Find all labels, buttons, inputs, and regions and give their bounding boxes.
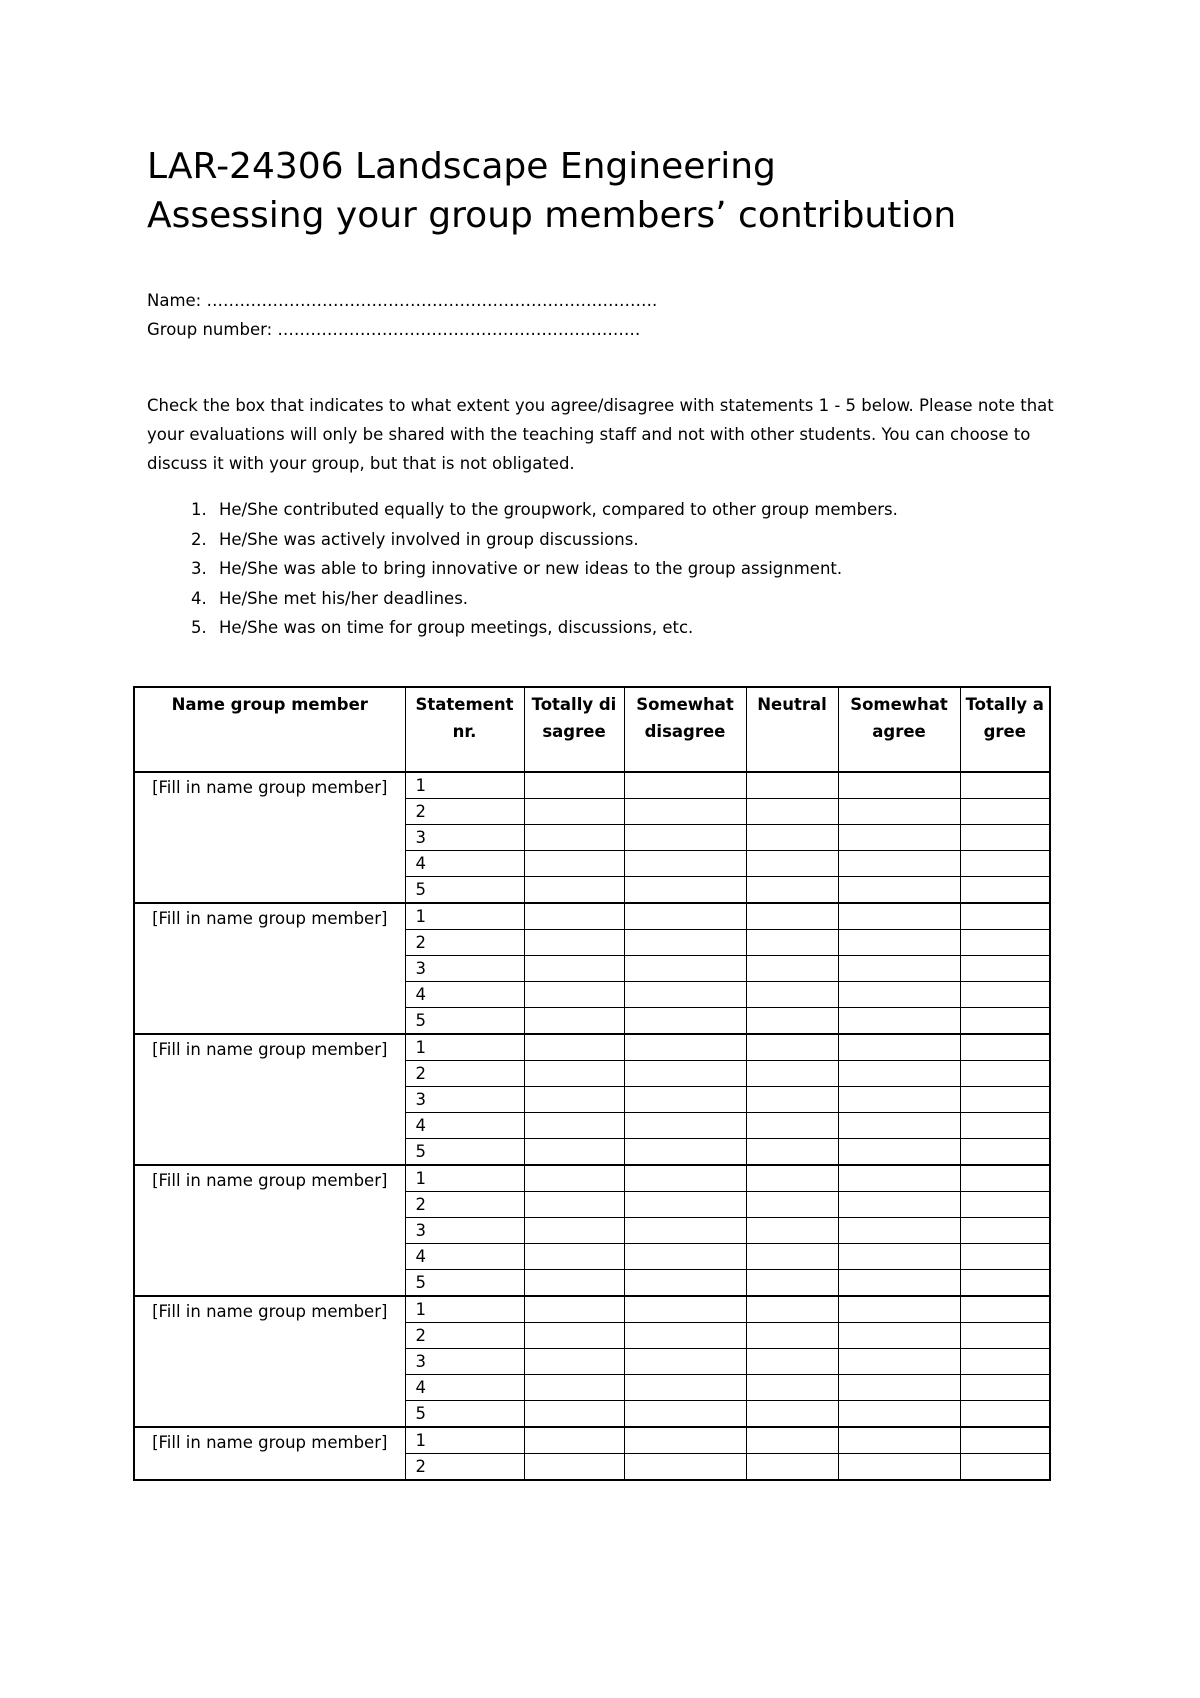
document-title: [147, 142, 956, 240]
statement-nr-cell: 2: [405, 930, 524, 956]
rating-checkbox-cell[interactable]: [746, 982, 838, 1008]
rating-checkbox-cell[interactable]: [746, 1375, 838, 1401]
column-header: Name group member: [134, 687, 405, 772]
rating-checkbox-cell[interactable]: [960, 1218, 1050, 1244]
rating-checkbox-cell[interactable]: [746, 825, 838, 851]
statement-number: 4.: [191, 588, 207, 608]
rating-checkbox-cell[interactable]: [746, 1349, 838, 1375]
rating-checkbox-cell[interactable]: [838, 1113, 960, 1139]
rating-checkbox-cell[interactable]: [524, 1323, 624, 1349]
rating-checkbox-cell[interactable]: [746, 1113, 838, 1139]
statement-nr-cell: 4: [405, 1375, 524, 1401]
rating-checkbox-cell[interactable]: [960, 1244, 1050, 1270]
rating-checkbox-cell[interactable]: [838, 930, 960, 956]
rating-checkbox-cell[interactable]: [838, 1349, 960, 1375]
member-group: [134, 1296, 1050, 1427]
rating-checkbox-cell[interactable]: [960, 1061, 1050, 1087]
rating-checkbox-cell[interactable]: [960, 1296, 1050, 1323]
form-fields: [147, 286, 657, 344]
member-name-cell[interactable]: [Fill in name group member]: [134, 1296, 405, 1427]
table-row: [134, 1034, 1050, 1061]
rating-checkbox-cell[interactable]: [624, 1401, 746, 1428]
rating-checkbox-cell[interactable]: [746, 1218, 838, 1244]
rating-checkbox-cell[interactable]: [524, 1061, 624, 1087]
statement-nr-cell: 1: [405, 903, 524, 930]
rating-checkbox-cell[interactable]: [960, 1192, 1050, 1218]
rating-checkbox-cell[interactable]: [524, 1349, 624, 1375]
rating-checkbox-cell[interactable]: [838, 1401, 960, 1428]
rating-checkbox-cell[interactable]: [524, 851, 624, 877]
member-group: [134, 1427, 1050, 1480]
rating-checkbox-cell[interactable]: [524, 1427, 624, 1454]
rating-checkbox-cell[interactable]: [746, 877, 838, 904]
statement-nr-cell: 5: [405, 1401, 524, 1428]
statement-number: 3.: [191, 559, 207, 578]
title-line-2: Assessing your group members’ contribution: [147, 195, 957, 236]
statement-nr-cell: 3: [405, 1349, 524, 1375]
rating-checkbox-cell[interactable]: [960, 1165, 1050, 1192]
rating-checkbox-cell[interactable]: [746, 851, 838, 877]
rating-checkbox-cell[interactable]: [960, 825, 1050, 851]
rating-checkbox-cell[interactable]: [524, 903, 624, 930]
table-row: [134, 903, 1050, 930]
rating-checkbox-cell[interactable]: [624, 1349, 746, 1375]
rating-checkbox-cell[interactable]: [746, 903, 838, 930]
member-group: [134, 1034, 1050, 1165]
rating-checkbox-cell[interactable]: [746, 1165, 838, 1192]
statement-nr-cell: 4: [405, 851, 524, 877]
statement-nr-cell: 2: [405, 1454, 524, 1481]
rating-checkbox-cell[interactable]: [838, 1008, 960, 1035]
group-number-field[interactable]: Group number: …………………………………………………………: [147, 320, 641, 339]
rating-checkbox-cell[interactable]: [524, 1113, 624, 1139]
member-name-cell[interactable]: [Fill in name group member]: [134, 1034, 405, 1165]
rating-checkbox-cell[interactable]: [524, 1192, 624, 1218]
rating-checkbox-cell[interactable]: [746, 1323, 838, 1349]
rating-checkbox-cell[interactable]: [524, 1139, 624, 1166]
rating-checkbox-cell[interactable]: [624, 825, 746, 851]
statement-nr-cell: 5: [405, 1008, 524, 1035]
rating-checkbox-cell[interactable]: [746, 772, 838, 799]
rating-checkbox-cell[interactable]: [838, 799, 960, 825]
rating-checkbox-cell[interactable]: [624, 1323, 746, 1349]
statement-nr-cell: 4: [405, 1113, 524, 1139]
member-name-cell[interactable]: [Fill in name group member]: [134, 772, 405, 903]
rating-checkbox-cell[interactable]: [838, 956, 960, 982]
rating-checkbox-cell[interactable]: [838, 1454, 960, 1481]
title-line-1: LAR-24306 Landscape Engineering: [147, 146, 776, 187]
rating-checkbox-cell[interactable]: [524, 930, 624, 956]
rating-checkbox-cell[interactable]: [960, 1401, 1050, 1428]
rating-checkbox-cell[interactable]: [746, 1139, 838, 1166]
statement-item: [147, 554, 898, 584]
rating-checkbox-cell[interactable]: [524, 799, 624, 825]
rating-checkbox-cell[interactable]: [624, 1165, 746, 1192]
rating-checkbox-cell[interactable]: [524, 1244, 624, 1270]
rating-checkbox-cell[interactable]: [624, 956, 746, 982]
rating-checkbox-cell[interactable]: [746, 799, 838, 825]
statement-text: He/She contributed equally to the groupwork, compared to other group members.: [219, 500, 898, 519]
member-name-cell[interactable]: [Fill in name group member]: [134, 1427, 405, 1480]
rating-checkbox-cell[interactable]: [624, 1061, 746, 1087]
member-group: [134, 1165, 1050, 1296]
rating-checkbox-cell[interactable]: [960, 903, 1050, 930]
statement-text: He/She was able to bring innovative or new ideas to the group assignment.: [219, 559, 843, 578]
statement-nr-cell: 4: [405, 982, 524, 1008]
column-header: Statement nr.: [405, 687, 524, 772]
statement-nr-cell: 3: [405, 825, 524, 851]
rating-checkbox-cell[interactable]: [960, 1375, 1050, 1401]
statements-list: [147, 495, 898, 643]
statement-nr-cell: 2: [405, 799, 524, 825]
rating-checkbox-cell[interactable]: [746, 1427, 838, 1454]
rating-checkbox-cell[interactable]: [960, 851, 1050, 877]
rating-checkbox-cell[interactable]: [838, 1323, 960, 1349]
rating-checkbox-cell[interactable]: [838, 1427, 960, 1454]
rating-checkbox-cell[interactable]: [624, 1192, 746, 1218]
rating-checkbox-cell[interactable]: [624, 1087, 746, 1113]
statement-number: 1.: [191, 500, 207, 519]
rating-checkbox-cell[interactable]: [838, 1375, 960, 1401]
assessment-table: [133, 686, 1051, 1481]
rating-checkbox-cell[interactable]: [838, 1296, 960, 1323]
rating-checkbox-cell[interactable]: [524, 1218, 624, 1244]
column-header: Totally disagree: [524, 687, 624, 772]
rating-checkbox-cell[interactable]: [524, 1375, 624, 1401]
rating-checkbox-cell[interactable]: [524, 1165, 624, 1192]
rating-checkbox-cell[interactable]: [746, 1061, 838, 1087]
rating-checkbox-cell[interactable]: [524, 1296, 624, 1323]
table-row: [134, 1165, 1050, 1192]
rating-checkbox-cell[interactable]: [960, 1139, 1050, 1166]
rating-checkbox-cell[interactable]: [746, 1034, 838, 1061]
rating-checkbox-cell[interactable]: [838, 1061, 960, 1087]
name-field[interactable]: Name: ……………………………………………………………………….: [147, 291, 658, 310]
statement-number: 5.: [191, 618, 207, 637]
rating-checkbox-cell[interactable]: [746, 1008, 838, 1035]
rating-checkbox-cell[interactable]: [838, 1087, 960, 1113]
rating-checkbox-cell[interactable]: [624, 903, 746, 930]
rating-checkbox-cell[interactable]: [624, 1270, 746, 1297]
rating-checkbox-cell[interactable]: [838, 825, 960, 851]
rating-checkbox-cell[interactable]: [960, 1349, 1050, 1375]
statement-nr-cell: 1: [405, 1296, 524, 1323]
rating-checkbox-cell[interactable]: [624, 772, 746, 799]
statement-nr-cell: 5: [405, 1139, 524, 1166]
rating-checkbox-cell[interactable]: [960, 877, 1050, 904]
rating-checkbox-cell[interactable]: [960, 982, 1050, 1008]
rating-checkbox-cell[interactable]: [960, 1323, 1050, 1349]
statement-nr-cell: 1: [405, 1034, 524, 1061]
table-row: [134, 1296, 1050, 1323]
statement-nr-cell: 3: [405, 1087, 524, 1113]
statement-nr-cell: 2: [405, 1192, 524, 1218]
rating-checkbox-cell[interactable]: [624, 930, 746, 956]
rating-checkbox-cell[interactable]: [624, 877, 746, 904]
rating-checkbox-cell[interactable]: [624, 1113, 746, 1139]
rating-checkbox-cell[interactable]: [746, 1087, 838, 1113]
rating-checkbox-cell[interactable]: [624, 1296, 746, 1323]
statement-nr-cell: 5: [405, 877, 524, 904]
rating-checkbox-cell[interactable]: [746, 930, 838, 956]
statement-nr-cell: 1: [405, 772, 524, 799]
statement-text: He/She was on time for group meetings, discussions, etc.: [219, 618, 694, 637]
statement-nr-cell: 1: [405, 1165, 524, 1192]
rating-checkbox-cell[interactable]: [746, 1401, 838, 1428]
rating-checkbox-cell[interactable]: [838, 1218, 960, 1244]
statement-item: [147, 584, 898, 614]
member-name-cell[interactable]: [Fill in name group member]: [134, 1165, 405, 1296]
rating-checkbox-cell[interactable]: [960, 1270, 1050, 1297]
rating-checkbox-cell[interactable]: [838, 1192, 960, 1218]
rating-checkbox-cell[interactable]: [960, 1034, 1050, 1061]
rating-checkbox-cell[interactable]: [624, 799, 746, 825]
statement-nr-cell: 2: [405, 1061, 524, 1087]
statement-number: 2.: [191, 529, 207, 549]
rating-checkbox-cell[interactable]: [838, 772, 960, 799]
table-row: [134, 772, 1050, 799]
rating-checkbox-cell[interactable]: [960, 930, 1050, 956]
rating-checkbox-cell[interactable]: [624, 1008, 746, 1035]
rating-checkbox-cell[interactable]: [838, 851, 960, 877]
rating-checkbox-cell[interactable]: [624, 982, 746, 1008]
rating-checkbox-cell[interactable]: [624, 1244, 746, 1270]
rating-checkbox-cell[interactable]: [838, 1034, 960, 1061]
rating-checkbox-cell[interactable]: [624, 1139, 746, 1166]
rating-checkbox-cell[interactable]: [624, 1454, 746, 1481]
column-header: Totally agree: [960, 687, 1050, 772]
rating-checkbox-cell[interactable]: [624, 851, 746, 877]
rating-checkbox-cell[interactable]: [960, 1087, 1050, 1113]
rating-checkbox-cell[interactable]: [960, 1008, 1050, 1035]
statement-text: He/She was actively involved in group discussions.: [219, 529, 639, 549]
member-group: [134, 903, 1050, 1034]
rating-checkbox-cell[interactable]: [746, 1296, 838, 1323]
rating-checkbox-cell[interactable]: [746, 1244, 838, 1270]
rating-checkbox-cell[interactable]: [624, 1218, 746, 1244]
rating-checkbox-cell[interactable]: [746, 1192, 838, 1218]
rating-checkbox-cell[interactable]: [838, 1165, 960, 1192]
rating-checkbox-cell[interactable]: [524, 1034, 624, 1061]
column-header: Somewhat disagree: [624, 687, 746, 772]
rating-checkbox-cell[interactable]: [524, 772, 624, 799]
rating-checkbox-cell[interactable]: [524, 982, 624, 1008]
rating-checkbox-cell[interactable]: [746, 1454, 838, 1481]
rating-checkbox-cell[interactable]: [838, 1244, 960, 1270]
statement-nr-cell: 2: [405, 1323, 524, 1349]
rating-checkbox-cell[interactable]: [524, 956, 624, 982]
rating-checkbox-cell[interactable]: [838, 903, 960, 930]
rating-checkbox-cell[interactable]: [524, 825, 624, 851]
statement-item: [147, 525, 898, 555]
rating-checkbox-cell[interactable]: [960, 1427, 1050, 1454]
rating-checkbox-cell[interactable]: [838, 1270, 960, 1297]
rating-checkbox-cell[interactable]: [838, 1139, 960, 1166]
table-header-row: [134, 687, 1050, 772]
column-header: Somewhat agree: [838, 687, 960, 772]
rating-checkbox-cell[interactable]: [524, 1008, 624, 1035]
rating-checkbox-cell[interactable]: [524, 877, 624, 904]
statement-item: [147, 495, 898, 525]
statement-text: He/She met his/her deadlines.: [219, 588, 469, 608]
statement-item: [147, 613, 898, 643]
instructions-paragraph: Check the box that indicates to what extent you agree/disagree with statements 1 - 5 below. Please note that your evaluations will only be shared with the teaching staff and not with other students. You can choose to discuss it with your group, but that is not obligated.: [147, 396, 1054, 473]
rating-checkbox-cell[interactable]: [960, 799, 1050, 825]
rating-checkbox-cell[interactable]: [838, 982, 960, 1008]
rating-checkbox-cell[interactable]: [624, 1375, 746, 1401]
statement-nr-cell: 5: [405, 1270, 524, 1297]
statement-nr-cell: 3: [405, 956, 524, 982]
rating-checkbox-cell[interactable]: [960, 772, 1050, 799]
rating-checkbox-cell[interactable]: [524, 1454, 624, 1481]
rating-checkbox-cell[interactable]: [960, 1113, 1050, 1139]
rating-checkbox-cell[interactable]: [960, 1454, 1050, 1481]
rating-checkbox-cell[interactable]: [624, 1034, 746, 1061]
statement-nr-cell: 1: [405, 1427, 524, 1454]
rating-checkbox-cell[interactable]: [524, 1087, 624, 1113]
rating-checkbox-cell[interactable]: [524, 1401, 624, 1428]
rating-checkbox-cell[interactable]: [624, 1427, 746, 1454]
statement-nr-cell: 4: [405, 1244, 524, 1270]
rating-checkbox-cell[interactable]: [960, 956, 1050, 982]
member-group: [134, 772, 1050, 903]
rating-checkbox-cell[interactable]: [746, 956, 838, 982]
rating-checkbox-cell[interactable]: [524, 1270, 624, 1297]
rating-checkbox-cell[interactable]: [838, 877, 960, 904]
table-row: [134, 1427, 1050, 1454]
rating-checkbox-cell[interactable]: [746, 1270, 838, 1297]
member-name-cell[interactable]: [Fill in name group member]: [134, 903, 405, 1034]
column-header: Neutral: [746, 687, 838, 772]
statement-nr-cell: 3: [405, 1218, 524, 1244]
